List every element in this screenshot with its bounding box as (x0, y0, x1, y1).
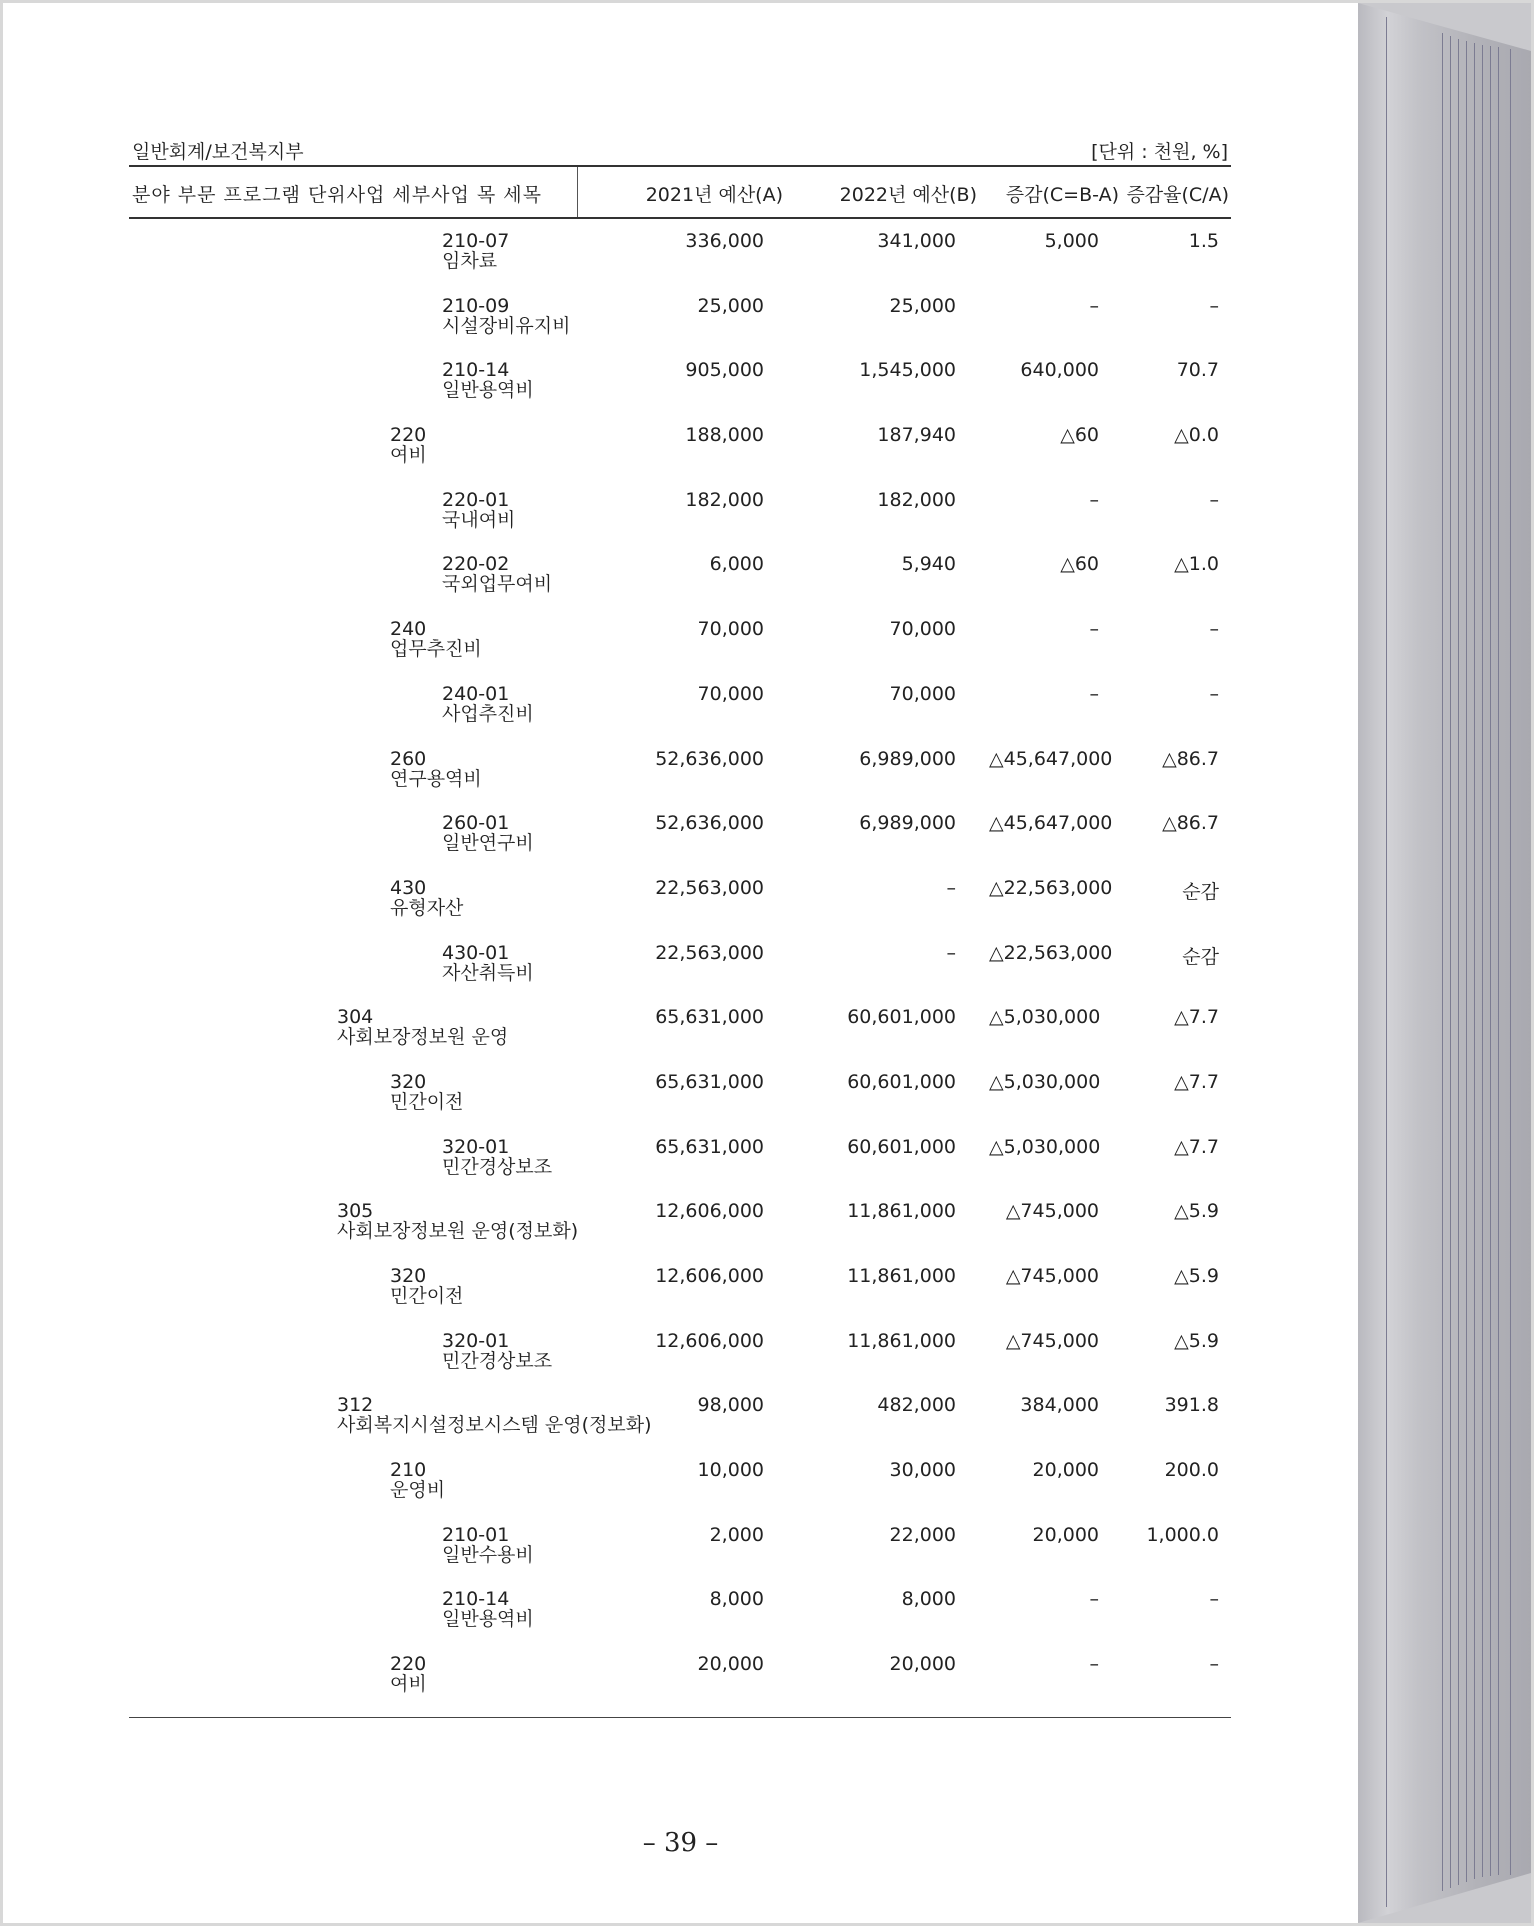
row-code: 220 (390, 424, 427, 447)
change-cell: △22,563,000 (989, 941, 1113, 964)
row-name: 민간이전 (390, 1285, 464, 1307)
row-code: 312 (337, 1394, 374, 1417)
row-code: 220-02 (442, 553, 510, 576)
row-code: 320 (390, 1070, 427, 1093)
change-cell: △745,000 (1005, 1329, 1099, 1352)
row-label (390, 1072, 463, 1112)
table-row (129, 995, 1231, 1060)
budget-2022-cell: 6,989,000 (859, 812, 956, 835)
row-code: 320 (390, 1265, 427, 1287)
row-label (442, 1137, 552, 1177)
row-label (390, 1654, 427, 1694)
header-budget-2022: 2022년 예산(B) (839, 184, 977, 206)
table-row (129, 1383, 1231, 1448)
change-cell: △5,030,000 (989, 1135, 1101, 1158)
budget-2021-cell: 905,000 (685, 359, 764, 382)
table-bottom-rule (129, 1717, 1231, 1718)
rate-cell: 1.5 (1188, 230, 1219, 252)
row-label (390, 619, 482, 659)
budget-2022-cell: 60,601,000 (847, 1135, 956, 1158)
budget-2022-cell: 341,000 (877, 230, 956, 252)
row-label (442, 490, 515, 530)
budget-table (129, 133, 1231, 1707)
table-row (129, 737, 1231, 802)
row-name: 국내여비 (442, 508, 516, 531)
header-divider (577, 167, 578, 217)
rate-cell: △5.9 (1174, 1200, 1219, 1223)
table-row (129, 219, 1231, 284)
budget-2021-cell: 65,631,000 (655, 1006, 764, 1029)
table-row (129, 801, 1231, 866)
table-row (129, 1448, 1231, 1513)
budget-2022-cell: 11,861,000 (847, 1329, 956, 1352)
row-label (390, 749, 482, 789)
row-name: 사회복지시설정보시스템 운영(정보화) (337, 1414, 652, 1437)
rate-cell: 391.8 (1164, 1394, 1219, 1417)
budget-2021-cell: 336,000 (685, 230, 764, 252)
row-name: 운영비 (390, 1479, 446, 1502)
page-stack-line (1490, 46, 1491, 1876)
rate-cell: 순감 (1182, 945, 1219, 968)
budget-2021-cell: 8,000 (709, 1588, 764, 1611)
budget-2022-cell: 482,000 (877, 1394, 956, 1417)
change-cell: △5,030,000 (989, 1006, 1101, 1029)
row-label (442, 684, 534, 724)
row-code: 320-01 (442, 1135, 510, 1158)
row-name: 여비 (390, 1673, 427, 1696)
rate-cell: – (1209, 618, 1219, 641)
row-code: 430 (390, 876, 427, 899)
header-rate: 증감율(C/A) (1126, 184, 1229, 206)
table-meta (129, 133, 1231, 165)
budget-2022-cell: 182,000 (877, 488, 956, 511)
row-label (442, 296, 570, 336)
row-code: 210-14 (442, 1588, 510, 1611)
row-name: 일반연구비 (442, 832, 534, 855)
row-code: 220-01 (442, 488, 510, 511)
header-classification: 분야 부문 프로그램 단위사업 세부사업 목 세목 (132, 184, 542, 206)
row-label (390, 1460, 445, 1500)
rate-cell: 70.7 (1176, 359, 1219, 382)
table-row (129, 1513, 1231, 1578)
change-cell: 5,000 (1044, 230, 1099, 252)
rate-cell: – (1209, 1588, 1219, 1611)
row-name: 민간이전 (390, 1090, 464, 1113)
row-label (390, 425, 427, 465)
row-name: 일반용역비 (442, 1608, 534, 1631)
table-row (129, 1125, 1231, 1190)
row-name: 사회보장정보원 운영 (337, 1026, 509, 1049)
change-cell: 20,000 (1032, 1523, 1099, 1546)
table-row (129, 1060, 1231, 1125)
header-change: 증감(C=B-A) (1005, 184, 1119, 206)
row-name: 민간경상보조 (442, 1349, 553, 1372)
row-code: 430-01 (442, 941, 510, 964)
budget-2021-cell: 52,636,000 (655, 747, 764, 770)
budget-2022-cell: 70,000 (889, 682, 956, 705)
budget-2022-cell: 60,601,000 (847, 1006, 956, 1029)
budget-2021-cell: 12,606,000 (655, 1200, 764, 1223)
budget-2022-cell: 60,601,000 (847, 1070, 956, 1093)
change-cell: △60 (1060, 424, 1099, 447)
budget-2022-cell: 30,000 (889, 1459, 956, 1482)
row-code: 240-01 (442, 682, 510, 705)
change-cell: △22,563,000 (989, 876, 1113, 899)
row-label (442, 1331, 552, 1371)
row-label (337, 1007, 508, 1047)
rate-cell: 순감 (1182, 880, 1219, 903)
row-name: 사업추진비 (442, 702, 534, 725)
table-row (129, 931, 1231, 996)
row-code: 210 (390, 1459, 427, 1482)
change-cell: 384,000 (1020, 1394, 1099, 1417)
page-stack-line (1458, 39, 1459, 1885)
rate-cell: △7.7 (1174, 1070, 1219, 1093)
rate-cell: 1,000.0 (1146, 1523, 1219, 1546)
row-label (442, 943, 534, 983)
change-cell: – (1089, 682, 1099, 705)
table-body (129, 219, 1231, 1707)
budget-2022-cell: 187,940 (877, 424, 956, 447)
rate-cell: △86.7 (1162, 747, 1219, 770)
change-cell: △45,647,000 (989, 812, 1113, 835)
row-code: 210-07 (442, 230, 510, 252)
rate-cell: △0.0 (1174, 424, 1219, 447)
row-code: 210-14 (442, 359, 510, 382)
rate-cell: △7.7 (1174, 1135, 1219, 1158)
change-cell: △5,030,000 (989, 1070, 1101, 1093)
page-stack-line (1498, 47, 1499, 1875)
row-label (442, 554, 552, 594)
change-cell: 640,000 (1020, 359, 1099, 382)
document-page (3, 3, 1358, 1923)
change-cell: 20,000 (1032, 1459, 1099, 1482)
page-stack-line (1510, 49, 1511, 1875)
change-cell: △60 (1060, 553, 1099, 576)
row-name: 자산취득비 (442, 961, 534, 984)
page-stack-line (1386, 17, 1387, 1907)
table-row (129, 1319, 1231, 1384)
budget-2021-cell: 22,563,000 (655, 941, 764, 964)
row-label (337, 1201, 578, 1241)
rate-cell: △86.7 (1162, 812, 1219, 835)
row-name: 시설장비유지비 (442, 314, 571, 337)
rate-cell: – (1209, 1653, 1219, 1676)
row-code: 320-01 (442, 1329, 510, 1352)
row-code: 260-01 (442, 812, 510, 835)
budget-2021-cell: 182,000 (685, 488, 764, 511)
row-name: 민간경상보조 (442, 1155, 553, 1178)
page-stack-edge (1358, 3, 1531, 1923)
section-title: 일반회계/보건복지부 (132, 141, 304, 163)
budget-2022-cell: 20,000 (889, 1653, 956, 1676)
rate-cell: △5.9 (1174, 1265, 1219, 1287)
row-label (442, 813, 534, 853)
budget-2021-cell: 98,000 (697, 1394, 764, 1417)
table-row (129, 1189, 1231, 1254)
budget-2021-cell: 12,606,000 (655, 1329, 764, 1352)
row-name: 일반용역비 (442, 379, 534, 402)
budget-2022-cell: – (946, 941, 956, 964)
budget-2021-cell: 2,000 (709, 1523, 764, 1546)
budget-2022-cell: 5,940 (901, 553, 956, 576)
page-stack-line (1474, 43, 1475, 1879)
row-code: 220 (390, 1653, 427, 1676)
budget-2022-cell: 70,000 (889, 618, 956, 641)
budget-2021-cell: 65,631,000 (655, 1135, 764, 1158)
budget-2021-cell: 22,563,000 (655, 876, 764, 899)
row-label (442, 1525, 534, 1565)
row-label (390, 878, 463, 918)
row-code: 240 (390, 618, 427, 641)
budget-2022-cell: 6,989,000 (859, 747, 956, 770)
table-header (129, 167, 1231, 217)
rate-cell: – (1209, 294, 1219, 317)
table-row (129, 1254, 1231, 1319)
budget-2021-cell: 52,636,000 (655, 812, 764, 835)
table-row (129, 866, 1231, 931)
table-row (129, 1642, 1231, 1707)
row-code: 260 (390, 747, 427, 770)
change-cell: – (1089, 618, 1099, 641)
unit-label: [단위 : 천원, %] (1091, 141, 1228, 163)
row-code: 210-01 (442, 1523, 510, 1546)
rate-cell: – (1209, 488, 1219, 511)
change-cell: △45,647,000 (989, 747, 1113, 770)
row-name: 유형자산 (390, 896, 464, 919)
row-label (390, 1266, 463, 1306)
rate-cell: – (1209, 682, 1219, 705)
table-row (129, 1577, 1231, 1642)
change-cell: – (1089, 1653, 1099, 1676)
page-number: – 39 – (642, 1828, 719, 1858)
change-cell: △745,000 (1005, 1200, 1099, 1223)
page-stack-line (1442, 33, 1443, 1891)
budget-2021-cell: 70,000 (697, 618, 764, 641)
rate-cell: △5.9 (1174, 1329, 1219, 1352)
row-name: 일반수용비 (442, 1543, 534, 1566)
table-row (129, 284, 1231, 349)
row-label (442, 1589, 534, 1629)
row-code: 305 (337, 1200, 374, 1223)
budget-2021-cell: 20,000 (697, 1653, 764, 1676)
table-row (129, 542, 1231, 607)
table-row (129, 607, 1231, 672)
row-name: 연구용역비 (390, 767, 482, 790)
table-row (129, 478, 1231, 543)
rate-cell: △7.7 (1174, 1006, 1219, 1029)
budget-2022-cell: 11,861,000 (847, 1265, 956, 1287)
budget-2022-cell: 8,000 (901, 1588, 956, 1611)
header-budget-2021: 2021년 예산(A) (645, 184, 783, 206)
budget-2021-cell: 25,000 (697, 294, 764, 317)
row-code: 210-09 (442, 294, 510, 317)
change-cell: – (1089, 294, 1099, 317)
budget-2021-cell: 6,000 (709, 553, 764, 576)
change-cell: △745,000 (1005, 1265, 1099, 1287)
change-cell: – (1089, 1588, 1099, 1611)
change-cell: – (1089, 488, 1099, 511)
budget-2021-cell: 188,000 (685, 424, 764, 447)
budget-2022-cell: 1,545,000 (859, 359, 956, 382)
budget-2022-cell: 25,000 (889, 294, 956, 317)
budget-2021-cell: 12,606,000 (655, 1265, 764, 1287)
row-label (442, 231, 509, 271)
table-row (129, 672, 1231, 737)
table-row (129, 413, 1231, 478)
budget-2021-cell: 10,000 (697, 1459, 764, 1482)
row-name: 업무추진비 (390, 638, 482, 661)
table-row (129, 348, 1231, 413)
budget-2021-cell: 70,000 (697, 682, 764, 705)
page-stack-face (1358, 3, 1531, 1923)
row-name: 사회보장정보원 운영(정보화) (337, 1220, 579, 1243)
row-name: 국외업무여비 (442, 573, 553, 596)
row-name: 임차료 (442, 250, 498, 272)
budget-2022-cell: – (946, 876, 956, 899)
page-stack-line (1466, 41, 1467, 1882)
budget-2021-cell: 65,631,000 (655, 1070, 764, 1093)
row-code: 304 (337, 1006, 374, 1029)
page-stack-line (1482, 45, 1483, 1877)
rate-cell: △1.0 (1174, 553, 1219, 576)
row-label (442, 360, 534, 400)
row-name: 여비 (390, 444, 427, 467)
budget-2022-cell: 22,000 (889, 1523, 956, 1546)
budget-2022-cell: 11,861,000 (847, 1200, 956, 1223)
page-stack-line (1450, 36, 1451, 1888)
rate-cell: 200.0 (1164, 1459, 1219, 1482)
